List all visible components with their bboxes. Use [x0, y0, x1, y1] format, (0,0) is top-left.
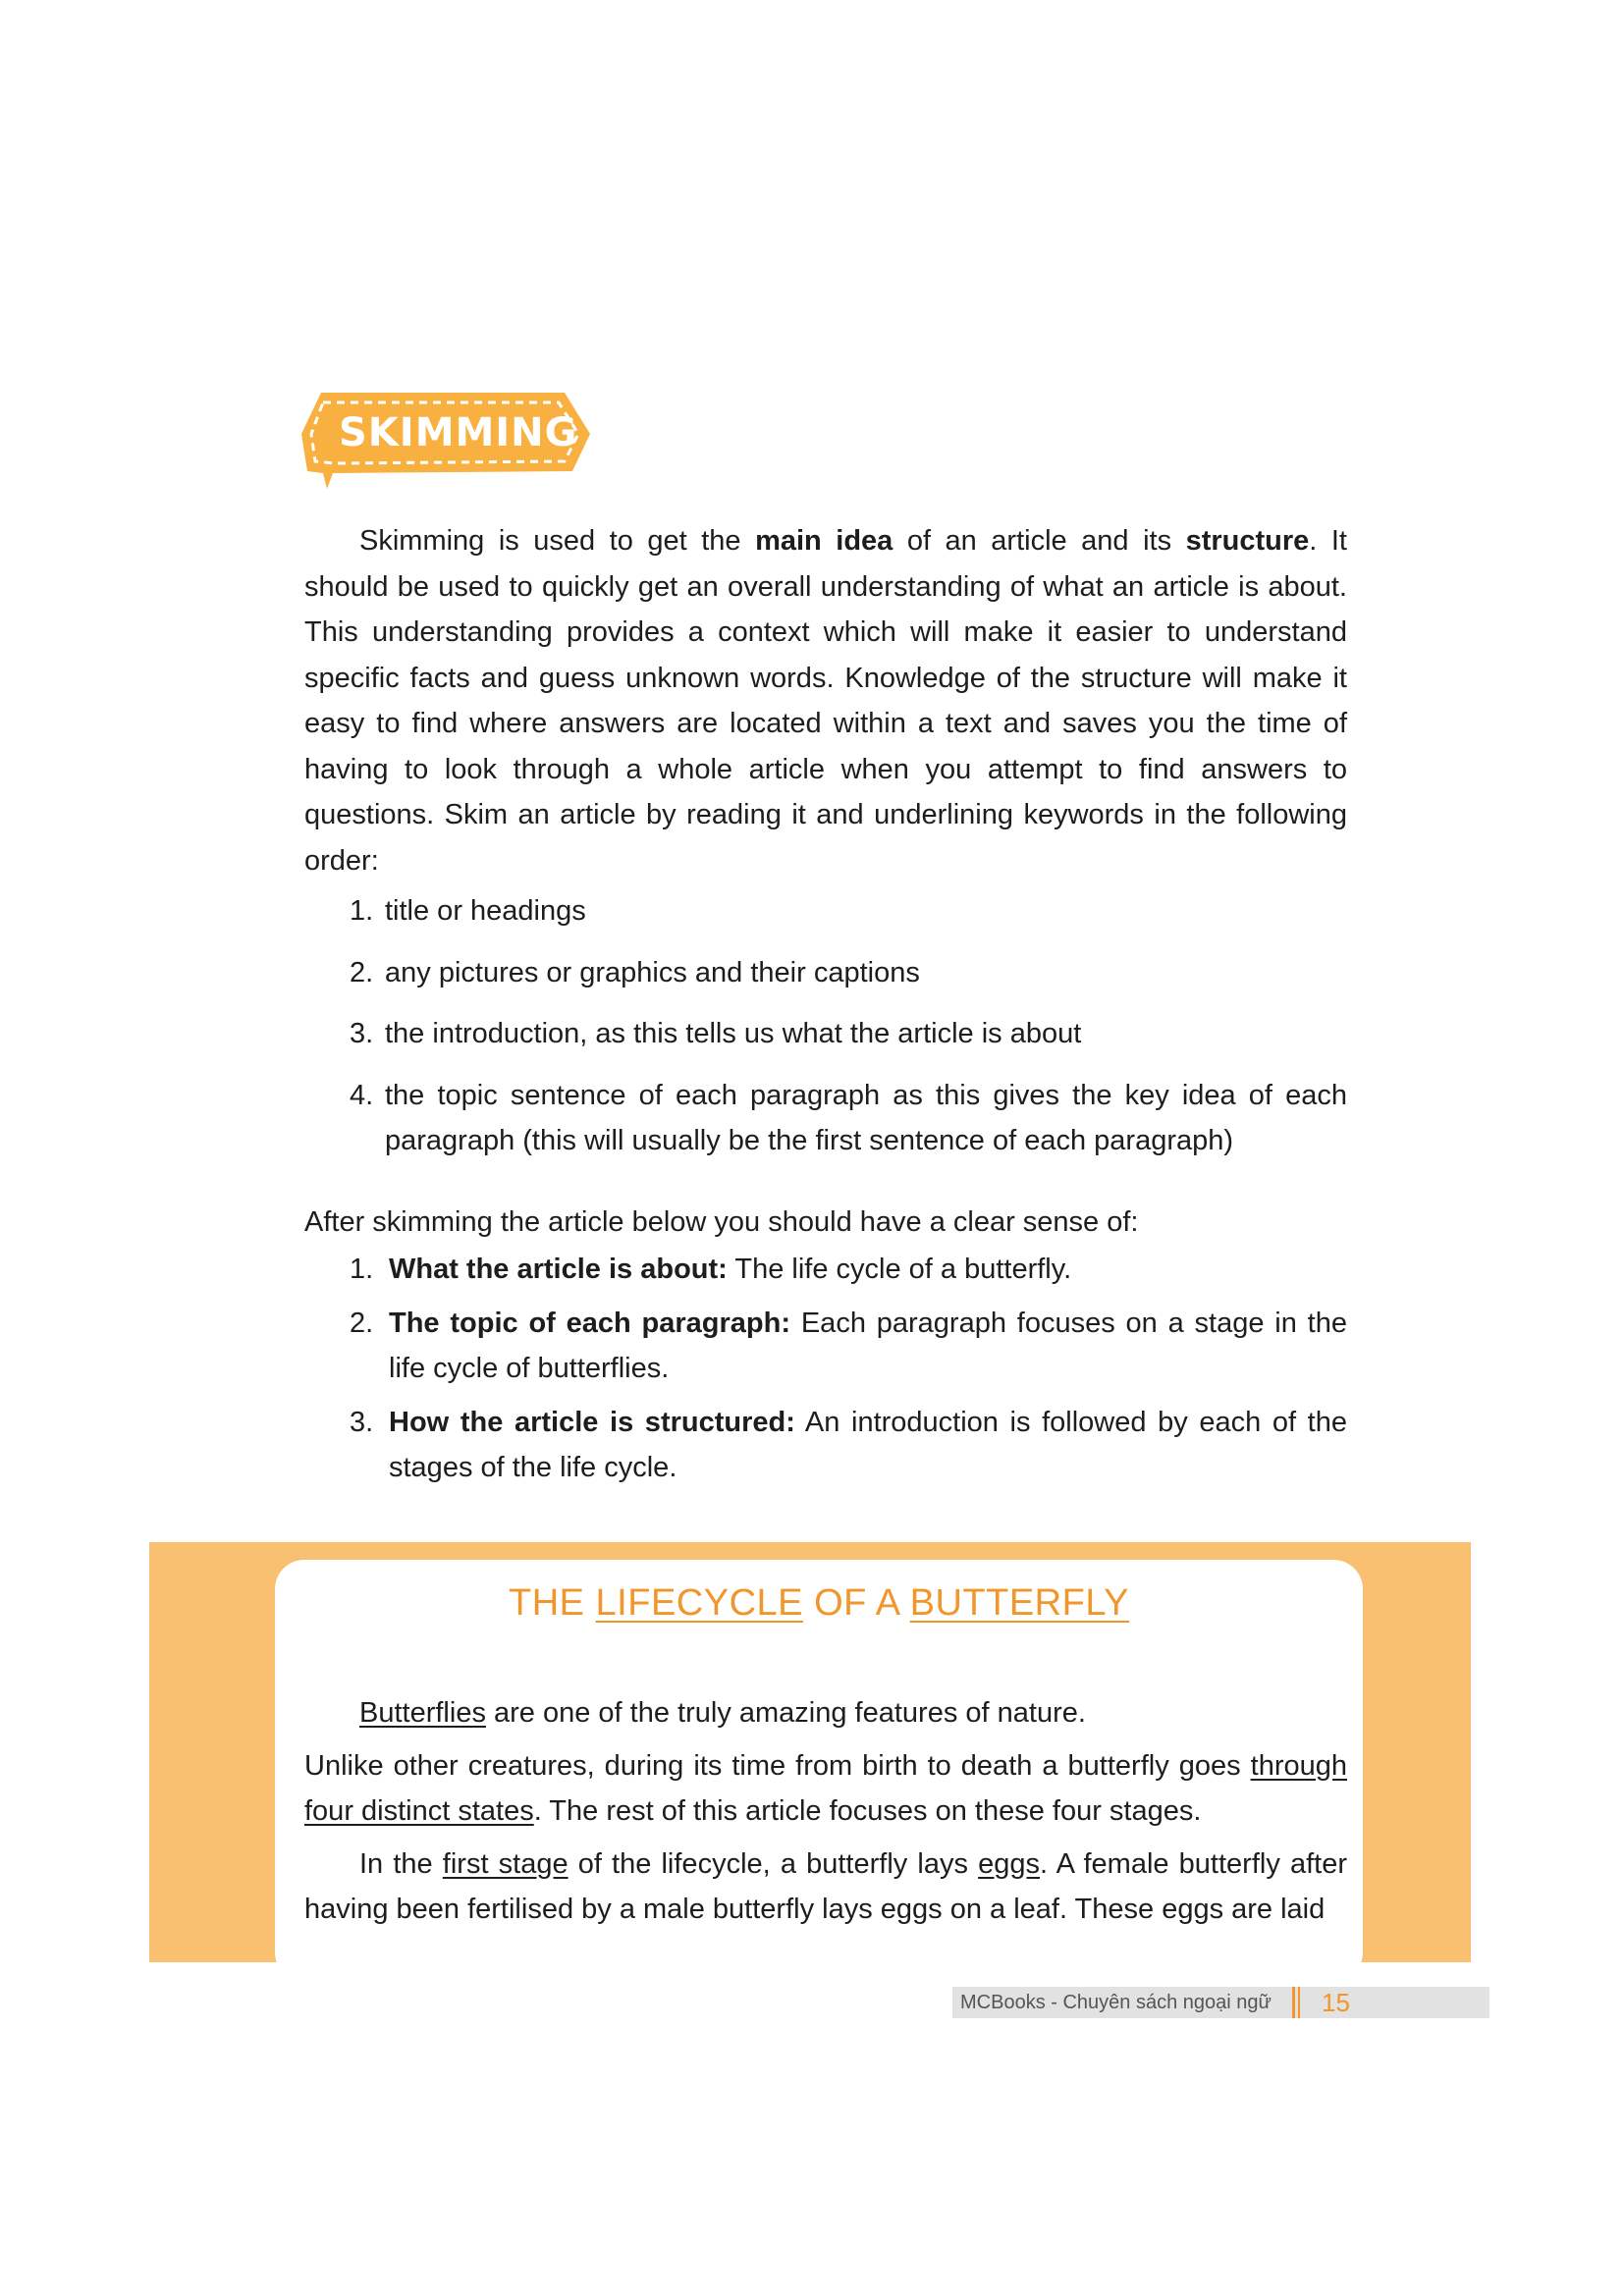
list-text: The life cycle of a butterfly.: [727, 1254, 1072, 1285]
list-text: any pictures or graphics and their captions: [385, 956, 920, 988]
paragraph-text: are one of the truly amazing features of nature.: [485, 1697, 1086, 1729]
intro-text: Skimming is used to get the: [359, 525, 756, 557]
list-text: the introduction, as this tells us what the article is about: [385, 1018, 1082, 1049]
footer-publisher: MCBooks - Chuyên sách ngoại ngữ: [960, 1992, 1272, 2013]
footer-divider: [1292, 1987, 1295, 2018]
underlined-keyword: Butterflies: [359, 1697, 486, 1729]
list-text: the topic sentence of each paragraph as this gives the key idea of each paragraph (this will usually be the first sentence of each paragraph): [385, 1079, 1347, 1156]
paragraph-text: In the: [359, 1848, 443, 1880]
list-number: 2.: [350, 956, 374, 988]
intro-text: of an article and its: [893, 525, 1186, 557]
intro-text: . It should be used to quickly get an overall understanding of what an article is about. This understanding provides a context which will make it easier to understand specific facts and guess unknown words. Knowledge of the structure will make it easy to find where answers are located within a text and saves you the time of having to look through a whole article when you attempt to find answers to questions. Skim an article by reading it and underlining keywords in the following order:: [304, 525, 1347, 877]
skim-order-list: [304, 888, 1347, 1180]
title-text: THE: [508, 1582, 596, 1624]
list-number: 1.: [350, 895, 374, 927]
list-bold-label: The topic of each paragraph:: [389, 1307, 791, 1339]
title-text: OF A: [803, 1582, 910, 1624]
intro-paragraph: [304, 518, 1347, 883]
paragraph-text: Unlike other creatures, during its time from birth to death a butterfly goes: [304, 1750, 1251, 1782]
list-item: [304, 1247, 1347, 1293]
list-number: 1.: [350, 1254, 374, 1285]
intro-bold-structure: structure: [1185, 525, 1310, 557]
underlined-keyword: through four distinct states: [304, 1750, 1347, 1827]
section-badge: [299, 391, 594, 489]
underlined-keyword: first stage: [442, 1848, 568, 1880]
list-item: [304, 1011, 1347, 1057]
sense-list: [304, 1247, 1347, 1499]
article-title: [275, 1577, 1363, 1629]
article-paragraph: [304, 1690, 1347, 1735]
list-number: 3.: [350, 1406, 374, 1438]
list-item: [304, 950, 1347, 996]
list-number: 3.: [350, 1018, 374, 1049]
list-text: An introduction is followed by each of the stages of the life cycle.: [389, 1406, 1347, 1483]
list-text: title or headings: [385, 895, 586, 927]
article-paragraph: [304, 1842, 1347, 1932]
list-text: Each paragraph focuses on a stage in the life cycle of butterflies.: [389, 1307, 1347, 1384]
list-bold-label: What the article is about:: [389, 1254, 728, 1285]
title-underlined-word: LIFECYCLE: [595, 1582, 804, 1624]
underlined-keyword: eggs: [978, 1848, 1040, 1880]
list-bold-label: How the article is structured:: [389, 1406, 795, 1438]
list-item: [304, 1301, 1347, 1392]
after-skimming-text: After skimming the article below you should have a clear sense of:: [304, 1206, 1139, 1238]
paragraph-text: of the lifecycle, a butterfly lays: [568, 1848, 979, 1880]
footer-divider: [1298, 1987, 1300, 2018]
list-item: [304, 1073, 1347, 1164]
intro-bold-main-idea: main idea: [755, 525, 893, 557]
title-underlined-word: BUTTERFLY: [909, 1582, 1129, 1624]
paragraph-text: . A female butterfly after having been fertilised by a male butterfly lays eggs on a leaf. These eggs are laid: [304, 1848, 1347, 1925]
list-number: 4.: [350, 1079, 374, 1111]
list-item: [304, 888, 1347, 934]
article-paragraph: [304, 1743, 1347, 1834]
list-item: [304, 1400, 1347, 1491]
article-body: [304, 1690, 1347, 1940]
paragraph-text: . The rest of this article focuses on these four stages.: [533, 1795, 1202, 1827]
list-number: 2.: [350, 1307, 374, 1339]
page-number: 15: [1322, 1988, 1350, 2017]
badge-label: SKIMMING: [339, 410, 578, 455]
